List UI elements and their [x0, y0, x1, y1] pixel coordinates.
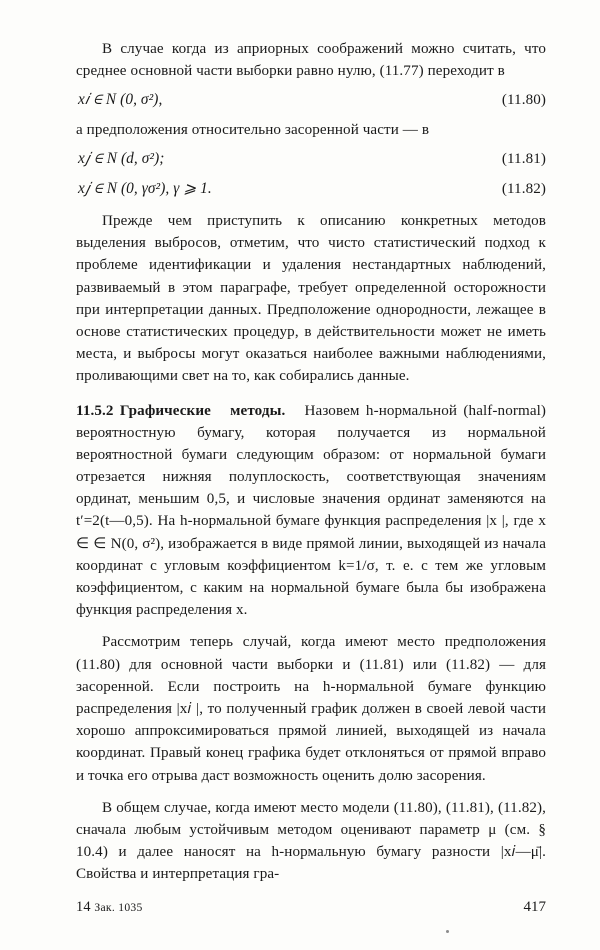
section-11-5-2 — [76, 400, 546, 622]
section-body: Назовем h-нормальной (half-normal) вероятностную бумагу, которая получается из нормальной вероятностной бумаги следующим образом: от нормальной бумаги отрезается нижняя полуплоскость, соответствующая значениям ординат, меньшим 0,5, и числовые значения ординат заменяются на t′=2(t—0,5). На h-нормальной бумаге функция распределения |x |, где x ∈ ∈ N(0, σ²), изображается в виде прямой линии, выходящей из начала координат с угловым коэффициентом k=1/σ, т. е. с тем же угловым коэффициентом, с каким на нормальной бумаге была бы изображена функция распределения x. — [76, 402, 547, 619]
formula-11-80-row — [76, 89, 546, 111]
page-footer — [76, 899, 546, 916]
formula-11-80: x𝑖 ∈ N (0, σ²), — [78, 91, 163, 109]
paragraph-intro: В случае когда из априорных соображений можно считать, что среднее основной части выборки равно нулю, (11.77) переходит в — [76, 41, 546, 80]
section-title: Графические — [119, 402, 211, 419]
formula-11-81-tag: (11.81) — [501, 151, 546, 168]
section-title-2: методы. — [230, 402, 286, 419]
paragraph-general-case: В общем случае, когда имеют место модели (11.80), (11.81), (11.82), сначала любым устойчивым методом оценивают параметр μ (см. § 10.4) и далее наносят на h-нормальную бумагу разности |x𝑖—μ̄|. Свойства и интерпретация гра- — [76, 799, 546, 883]
signature-number: 14 — [76, 899, 91, 915]
formula-11-82-row — [76, 178, 546, 200]
formula-11-82-tag: (11.82) — [501, 180, 546, 197]
signature-label: Зак. 1035 — [94, 901, 143, 914]
formula-11-82: x𝑗 ∈ N (0, γσ²), γ ⩾ 1. — [78, 179, 212, 197]
signature-mark — [76, 899, 143, 916]
paragraph-contaminated-intro: а предположения относительно засоренной части — в — [76, 121, 430, 138]
page-number: 417 — [523, 899, 546, 915]
paragraph-graphical-case: Рассмотрим теперь случай, когда имеют место предположения (11.80) для основной части выборки и (11.81) или (11.82) — для засоренной. Если построить на h-нормальной бумаге функцию распределения |x𝑖 |, то полученный график должен в своей левой части хорошо аппроксимироваться прямой линией, выходящей из начала координат. Правый конец графика будет отклоняться от прямой вправо и точка его отрыва даст возможность оценить долю засорения. — [76, 634, 546, 784]
paragraph-outliers-discussion: Прежде чем приступить к описанию конкретных методов выделения выбросов, отметим, что чисто статистический подход к проблеме идентификации и удаления нестандартных наблюдений, развиваемый в этом параграфе, требует определенной осторожности при интерпретации данных. Предположение однородности, лежащее в основе статистических процедур, в действительности может не иметь места, и выбросы могут оказаться наиболее важными наблюдениями, проливающими свет на то, как собирались данные. — [76, 213, 546, 385]
formula-11-81: x𝑗 ∈ N (d, σ²); — [78, 150, 165, 168]
page-speck — [446, 930, 449, 933]
section-number: 11.5.2 — [76, 402, 114, 419]
formula-11-80-tag: (11.80) — [501, 92, 546, 109]
formula-11-81-row — [76, 148, 546, 170]
page-body — [76, 38, 546, 885]
